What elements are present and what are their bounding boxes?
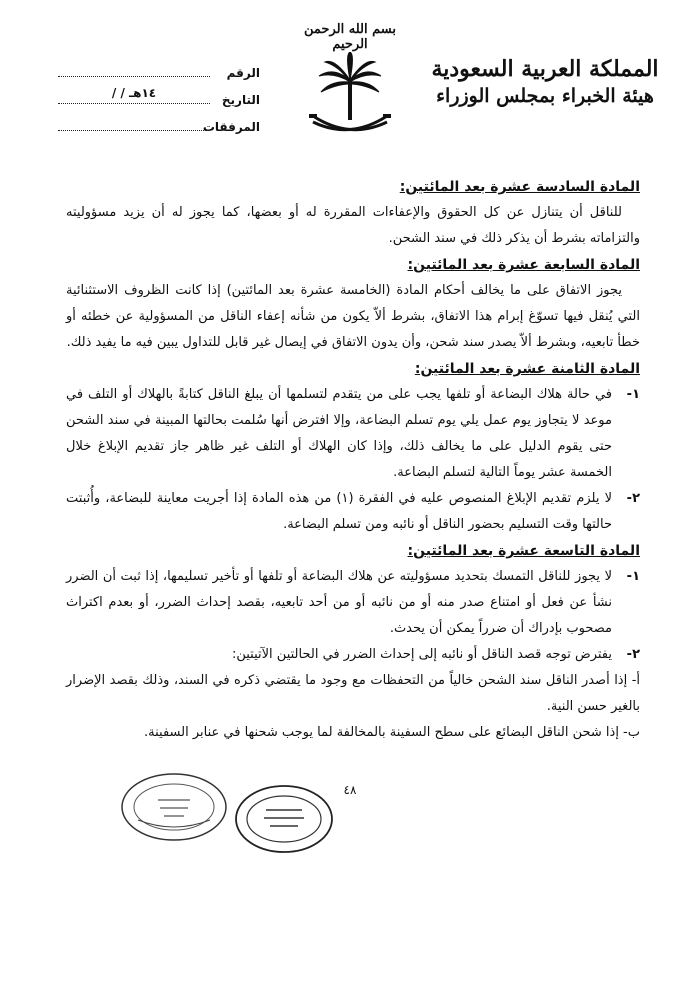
ref-line bbox=[58, 62, 210, 77]
item-number: ١- bbox=[626, 387, 640, 402]
article-heading: المادة التاسعة عشرة بعد المائتين: bbox=[407, 543, 640, 559]
item-text: لا يجوز للناقل التمسك بتحديد مسؤوليته عن هلاك البضاعة أو تلفها أو تأخير تسليمها، إذا ثبت أن الضرر نشأ عن فعل أو امتناع صدر منه أو من نائبه أو من أحد تابعيه، بقصد إحداث الضرر، أو بعدم اكتراث مصحوب بإدراك أن ضرراً يمكن أن يحدث. bbox=[66, 569, 612, 636]
attachments-line bbox=[58, 116, 210, 131]
article-subitem: ب- إذا شحن الناقل البضائع على سطح السفينة بالمخالفة لما يوجب شحنها في عنابر السفينة. bbox=[144, 725, 640, 740]
organization-header bbox=[420, 55, 670, 109]
ref-row bbox=[50, 62, 260, 89]
item-number: ٢- bbox=[626, 491, 640, 506]
date-label: التاريخ bbox=[221, 93, 260, 107]
article-item bbox=[66, 486, 640, 538]
date-row bbox=[50, 86, 260, 116]
saudi-emblem-icon bbox=[305, 52, 395, 144]
article-subitem: أ- إذا أصدر الناقل سند الشحن خالياً من التحفظات مع وجود ما يقتضي ذكره في السند، وذلك بقصد الإضرار بالغير حسن النية. bbox=[66, 673, 640, 714]
item-text: يفترض توجه قصد الناقل أو نائبه إلى إحداث الضرر في الحالتين الآتيتين: bbox=[231, 647, 612, 662]
attachments-row bbox=[50, 116, 260, 143]
secretariat-seal-icon bbox=[232, 782, 336, 856]
org-name-line1: المملكة العربية السعودية bbox=[431, 56, 659, 82]
item-number: ٢- bbox=[626, 647, 640, 662]
article-paragraph: للناقل أن يتنازل عن كل الحقوق والإعفاءات المقررة له أو بعضها، كما يجوز له أن يزيد مسؤوليته والتزاماته بشرط أن يذكر ذلك في سند الشحن. bbox=[66, 205, 640, 246]
article-heading: المادة السادسة عشرة بعد المائتين: bbox=[399, 179, 640, 195]
page-number: ٤٨ bbox=[343, 783, 357, 797]
date-line bbox=[58, 86, 210, 104]
item-text: في حالة هلاك البضاعة أو تلفها يجب على من يتقدم لتسلمها أن يبلغ الناقل كتابةً بالهلاك أو التلف في موعد لا يتجاوز يوم عمل يلي يوم تسلم البضاعة، وإلا افترض أنها سُلمت بحالتها المبينة في سند الشحن حتى يقوم الدليل على ما يخالف ذلك، وإذا كان الهلاك أو التلف غير ظاهر جاز تقديم الإبلاغ خلال الخمسة عشر يوماً التالية لتسلم البضاعة. bbox=[66, 387, 612, 480]
article-heading: المادة الثامنة عشرة بعد المائتين: bbox=[414, 361, 640, 377]
date-value: / / ١٤هـ bbox=[111, 86, 157, 100]
article-heading: المادة السابعة عشرة بعد المائتين: bbox=[407, 257, 640, 273]
org-name-line2: هيئة الخبراء بمجلس الوزراء bbox=[436, 85, 654, 107]
article-item bbox=[66, 642, 640, 668]
article-item bbox=[66, 564, 640, 642]
attachments-label: المرفقات bbox=[202, 120, 260, 134]
item-number: ١- bbox=[626, 569, 640, 584]
article-item bbox=[66, 382, 640, 486]
official-seal-icon bbox=[118, 770, 230, 844]
document-body bbox=[66, 174, 640, 746]
basmala: بسم الله الرحمن الرحيم bbox=[304, 22, 396, 52]
item-text: لا يلزم تقديم الإبلاغ المنصوص عليه في الفقرة (١) من هذه المادة إذا أجريت معاينة للبضاعة، وأُثبتت حالتها وقت التسليم بحضور الناقل أو نائبه ومن تسلم البضاعة. bbox=[66, 491, 612, 532]
ref-label: الرقم bbox=[226, 66, 260, 80]
document-meta bbox=[50, 62, 260, 143]
article-paragraph: يجوز الاتفاق على ما يخالف أحكام المادة (الخامسة عشرة بعد المائتين) إذا كانت الظروف الاستثنائية التي يُنقل فيها تسوّغ إبرام هذا الاتفاق، بشرط ألاّ يكون من شأنه إعفاء الناقل من المسؤولية عن خطئه أو خطأ تابعيه، وبشرط ألاّ يصدر سند شحن، وأن يدون الاتفاق في إيصال غير قابل للتداول يبين فيه ما يفيد ذلك. bbox=[66, 283, 640, 350]
